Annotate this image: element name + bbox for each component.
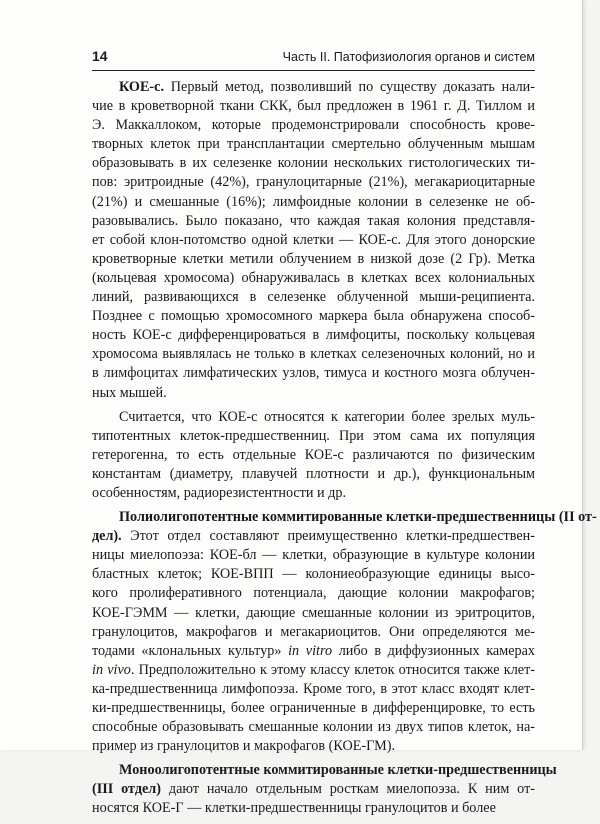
text-run: бластных клеток; КОЕ-ВПП — колониеобразующие единицы высо- bbox=[92, 566, 535, 583]
text-line bbox=[92, 116, 535, 135]
text-line bbox=[92, 780, 535, 799]
text-run: ка-предшественница лимфопоэза. Кроме того, в этот класс входят клет- bbox=[92, 680, 535, 697]
text-run: разовывались. Было показано, что каждая такая колония представля- bbox=[92, 212, 535, 229]
text-run: носятся КОЕ-Г — клетки-предшественницы гранулоцитов и более bbox=[92, 800, 496, 817]
text-line bbox=[92, 78, 535, 97]
text-line bbox=[92, 345, 535, 364]
text-run: типотентных клеток-предшественниц. При этом сама их популяция bbox=[92, 427, 535, 444]
text-line bbox=[92, 446, 535, 465]
text-line bbox=[92, 761, 557, 780]
text-line bbox=[92, 565, 535, 584]
text-run: в лимфоцитах лимфатических узлов, тимуса и костного мозга облучен- bbox=[92, 365, 535, 382]
running-head: Часть II. Патофизиология органов и систем bbox=[282, 50, 535, 64]
bold-term: КОЕ-с. bbox=[119, 79, 165, 95]
bold-term: дел). bbox=[92, 528, 122, 545]
bold-term: (III отдел) bbox=[92, 781, 161, 798]
text-run: чие в кроветворной ткани СКК, был предложен в 1961 г. Д. Тиллом и bbox=[92, 98, 535, 115]
text-run: Позднее с помощью хромосомного маркера была обнаружена способ- bbox=[92, 308, 535, 325]
paragraph bbox=[92, 408, 535, 503]
text-run: особенностям, радиорезистентности и др. bbox=[92, 484, 347, 501]
text-line bbox=[92, 546, 535, 565]
text-line bbox=[92, 173, 535, 192]
text-run: пов: эритроидные (42%), гранулоцитарные (21%), мегакариоцитарные bbox=[92, 174, 535, 191]
text-run: образовывать в их селезенке колонии нескольких гистологических ти- bbox=[92, 155, 535, 172]
text-run: кроветворные клетки метили облучением в низкой дозе (2 Гр). Метка bbox=[92, 250, 535, 267]
text-line bbox=[92, 508, 597, 527]
paragraph bbox=[92, 508, 597, 756]
text-line bbox=[92, 465, 535, 484]
body-text bbox=[92, 78, 597, 824]
text-run: линий, развивающихся в селезенке облученной мыши-реципиента. bbox=[92, 289, 535, 306]
text-line bbox=[92, 288, 535, 307]
text-line bbox=[92, 212, 535, 231]
text-line bbox=[92, 408, 535, 427]
text-line bbox=[92, 527, 535, 546]
text-run: ность КОЕ-с дифференцироваться в лимфоциты, поскольку кольцевая bbox=[92, 327, 535, 344]
text-run: . Предположительно к этому классу клеток относится также клет- bbox=[130, 661, 535, 678]
text-run: КОЕ-ГЭММ — клетки, дающие смешанные колонии из эритроцитов, bbox=[92, 604, 535, 621]
text-run: Э. Маккаллоком, которые продемонстрировали способность крове- bbox=[92, 117, 535, 134]
bold-term: Полиолигопотентные коммитированные клетки-предшественницы (II от- bbox=[119, 509, 597, 526]
text-run: ницы миелопоэза: КОЕ-бл — клетки, образующие в культуре колонии bbox=[92, 547, 535, 564]
text-run: Этот отдел составляют преимущественно клетки-предшествен- bbox=[121, 528, 535, 545]
paragraph bbox=[92, 761, 557, 818]
text-line bbox=[92, 680, 535, 699]
text-run: ки-предшественницы, более ограниченные в дифференцировке, то есть bbox=[92, 700, 535, 716]
text-line bbox=[92, 718, 535, 737]
bold-term: Моноолигопотентные коммитированные клетки-предшественницы bbox=[119, 762, 557, 779]
text-run: гранулоцитов, макрофагов и мегакариоцитов. Они определяются ме- bbox=[92, 623, 535, 640]
text-line bbox=[92, 384, 535, 403]
page-header bbox=[92, 46, 535, 71]
text-line bbox=[92, 699, 535, 718]
text-run: кого пролиферативного потенциала, дающие колонии макрофагов; bbox=[92, 585, 535, 602]
text-line bbox=[92, 623, 535, 642]
text-line bbox=[92, 307, 535, 326]
text-line bbox=[92, 427, 535, 446]
italic-term: in vivo bbox=[92, 661, 131, 678]
text-line bbox=[92, 642, 535, 661]
text-line bbox=[92, 661, 535, 680]
text-line bbox=[92, 364, 535, 383]
text-run: хромосома выявлялась не только в клетках селезеночных колоний, но и bbox=[92, 346, 535, 363]
text-line bbox=[92, 231, 535, 250]
text-line bbox=[92, 799, 535, 818]
text-line bbox=[92, 326, 535, 345]
text-line bbox=[92, 484, 535, 503]
text-run: либо в диффузионных камерах bbox=[332, 642, 535, 659]
text-run: (кольцевая хромосома) обнаруживалась в клетках всех колониальных bbox=[92, 269, 535, 286]
text-run: творных клеток при трансплантации смертельно облученным мышам bbox=[92, 136, 535, 153]
text-run: пример из гранулоцитов и макрофагов (КОЕ-ГМ). bbox=[92, 738, 395, 755]
italic-term: in vitro bbox=[288, 642, 333, 659]
text-line bbox=[92, 193, 535, 212]
text-run: дают начало отдельным росткам миелопоэза. К ним от- bbox=[161, 781, 536, 798]
text-line bbox=[92, 154, 535, 173]
text-run: тодами «клональных культур» bbox=[92, 642, 289, 659]
text-line bbox=[92, 250, 535, 269]
text-line bbox=[92, 97, 535, 116]
paragraph bbox=[92, 78, 535, 403]
text-run: ных мышей. bbox=[92, 384, 167, 401]
page-number: 14 bbox=[92, 48, 108, 64]
text-run: (21%) и смешанные (16%); лимфоидные колонии в селезенке не об- bbox=[92, 193, 535, 210]
text-run: Считается, что КОЕ-с относятся к категории более зрелых муль- bbox=[119, 408, 535, 425]
text-run: способные образовывать смешанные колонии из двух типов клеток, на- bbox=[92, 719, 535, 736]
text-run: ет собой клон-потомство одной клетки — КОЕ-с. Для этого донорские bbox=[92, 231, 535, 248]
text-run: константам (диаметру, плавучей плотности и др.), функциональным bbox=[92, 465, 535, 482]
text-run: гетерогенна, то есть отдельные КОЕ-с различаются по физическим bbox=[92, 446, 535, 463]
text-line bbox=[92, 604, 535, 623]
text-line bbox=[92, 584, 535, 603]
text-line bbox=[92, 135, 535, 154]
text-line bbox=[92, 269, 535, 288]
text-line bbox=[92, 737, 535, 756]
text-run: Первый метод, позволивший по существу доказать нали- bbox=[164, 79, 535, 95]
